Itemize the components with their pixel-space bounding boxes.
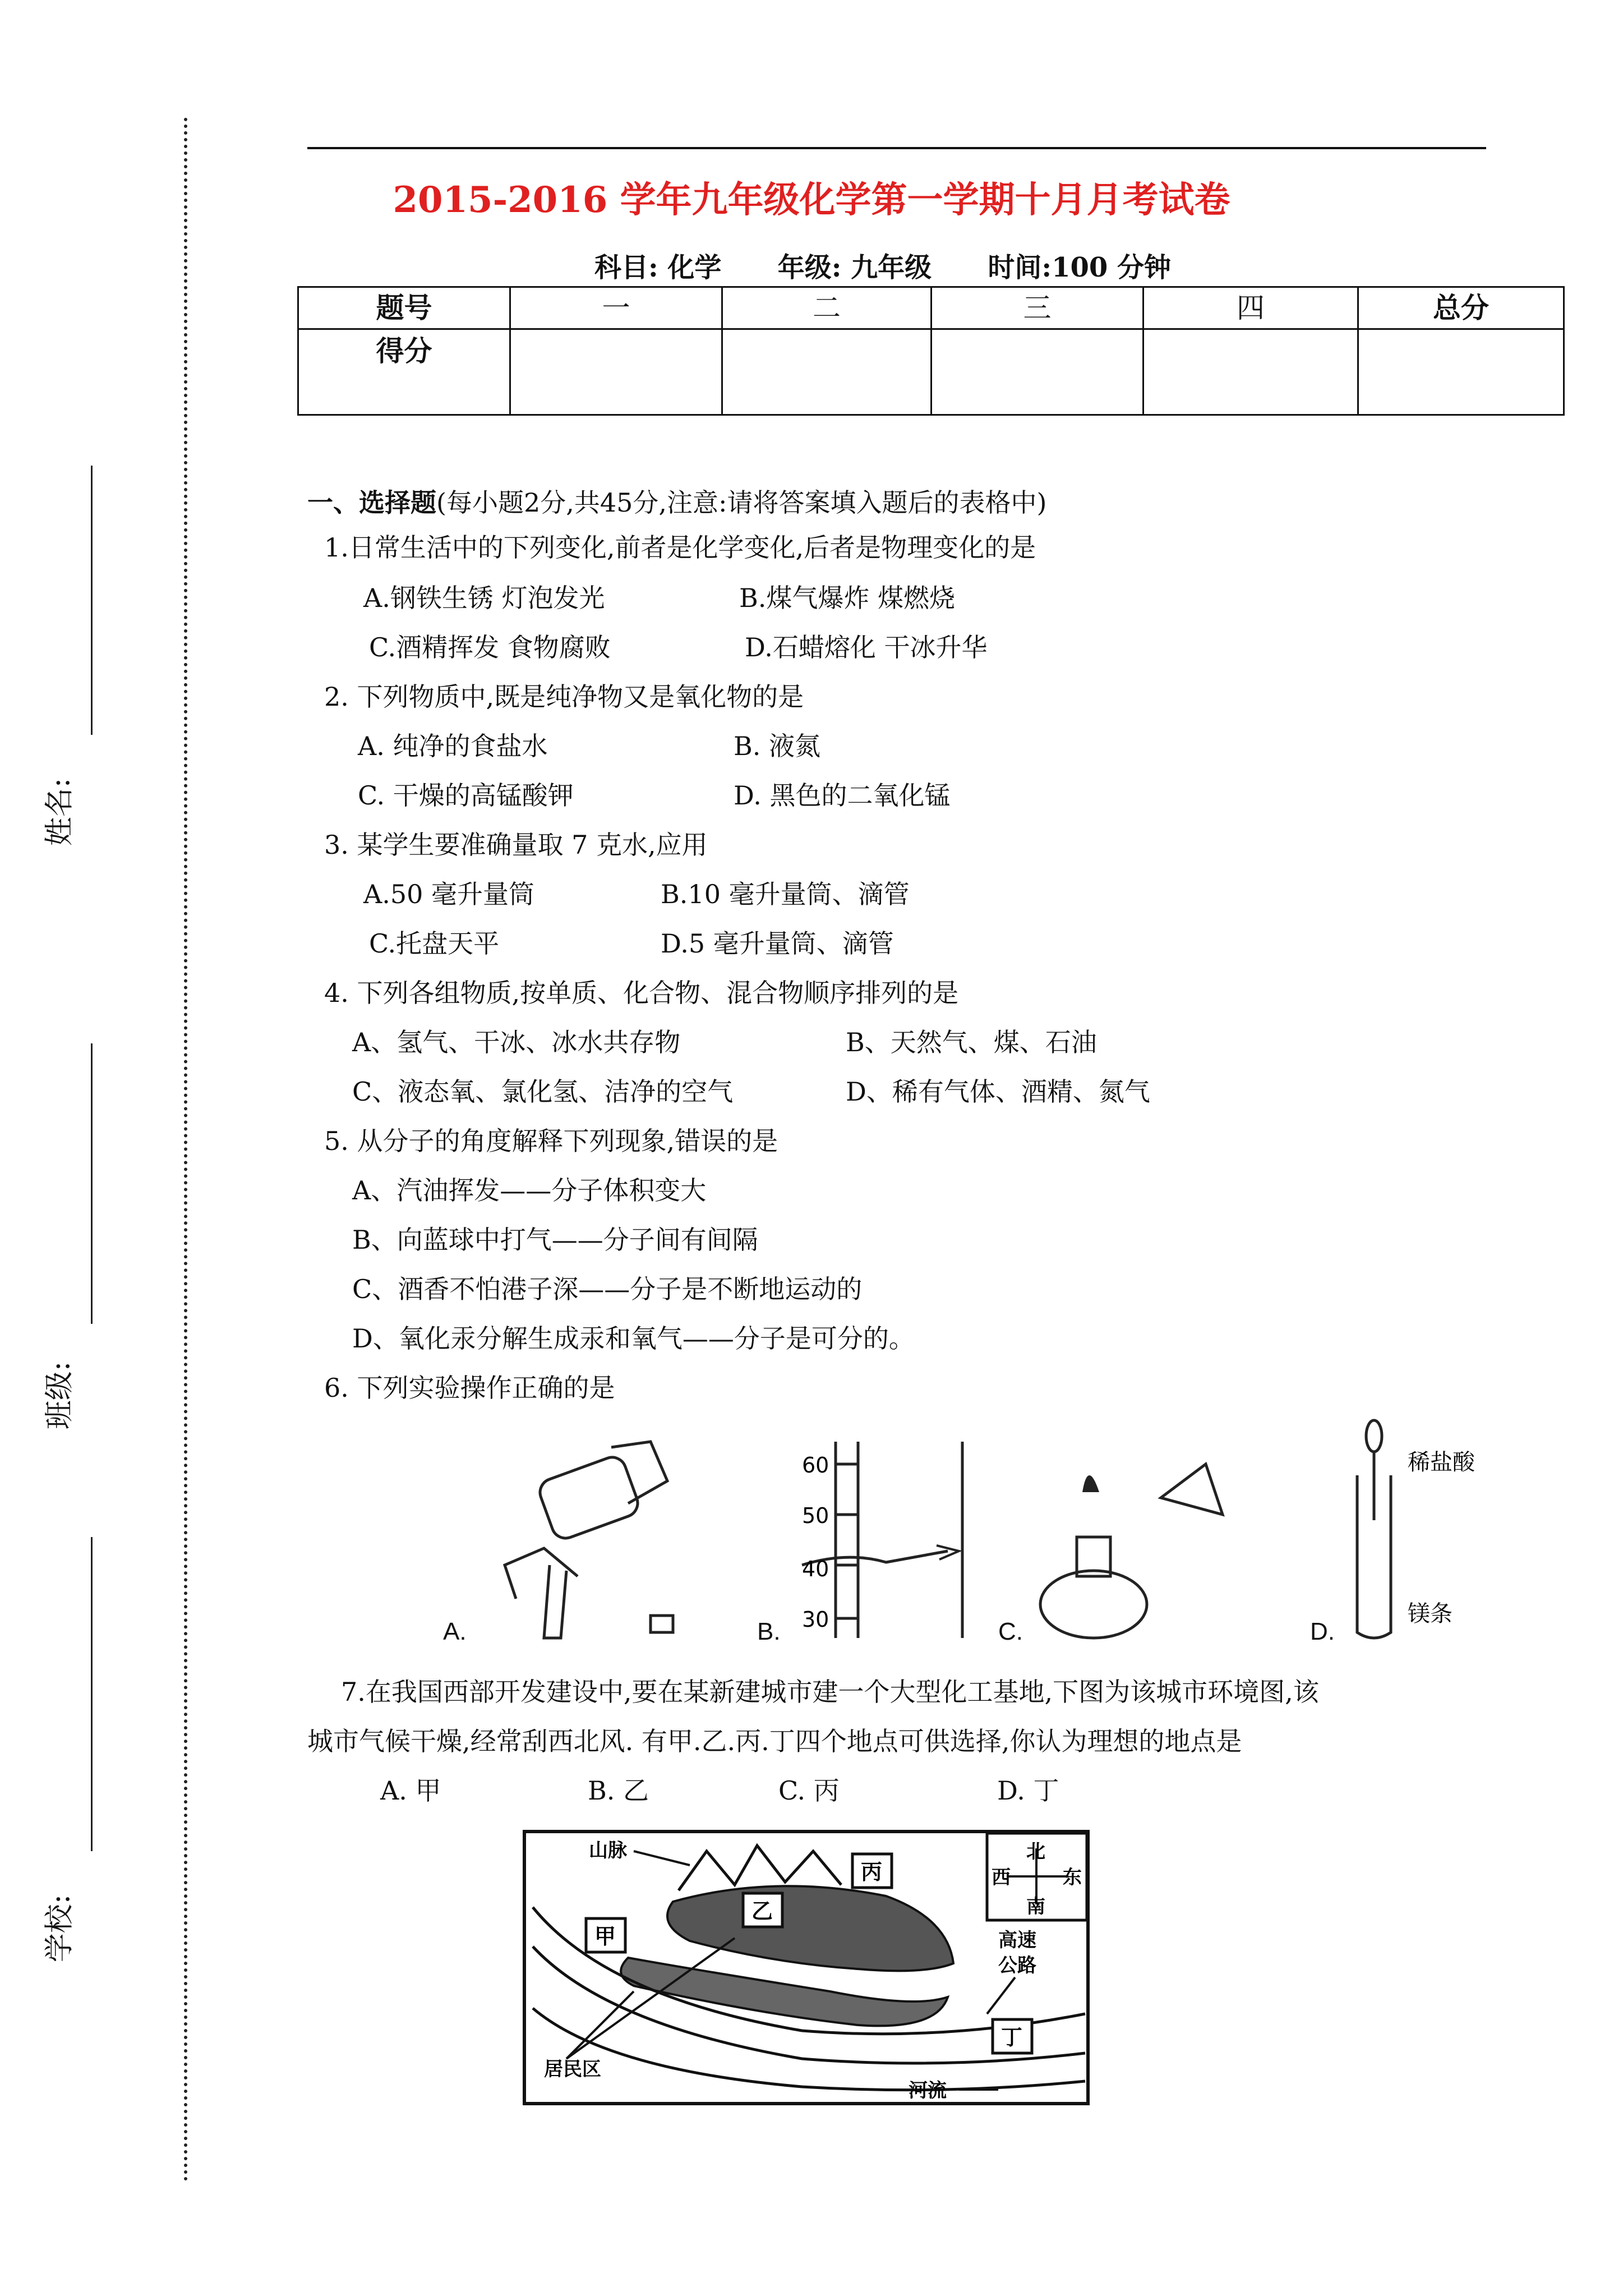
question-5: 5. 从分子的角度解释下列现象,错误的是 [324,1126,778,1156]
city-environment-map [522,1829,1094,2109]
q2-option-a: A. 纯净的食盐水 [358,731,548,761]
name-label: 姓名: [43,777,77,846]
score-header-cell: 题号 [298,287,510,329]
svg-text:丁: 丁 [1001,2025,1023,2050]
q5-option-d: D、氧化汞分解生成汞和氧气——分子是可分的。 [352,1323,915,1354]
exam-meta: 科目: 化学 年级: 九年级 时间:100 分钟 [594,252,1172,283]
question-4: 4. 下列各组物质,按单质、化合物、混合物顺序排列的是 [324,978,959,1008]
header-rule [307,147,1486,149]
fig6-label-d: D. [1310,1618,1335,1645]
label-magnesium: 镁条 [1408,1601,1453,1627]
q3-option-d: D.5 毫升量筒、滴管 [661,928,894,959]
cylinder-tick-30: 30 [802,1607,829,1632]
question-6: 6. 下列实验操作正确的是 [324,1373,615,1403]
fig6-label-a: A. [443,1618,467,1645]
score-row-label: 得分 [298,329,510,415]
figure-a-pouring [482,1436,695,1644]
section-heading [307,482,1046,519]
score-header-cell: 三 [932,287,1144,329]
q1-option-c: C.酒精挥发 食物腐败 [369,632,611,662]
label-dilute-hcl: 稀盐酸 [1408,1450,1475,1475]
compass [987,1833,1087,1920]
name-underline [91,466,93,735]
label-river: 河流 [909,2079,947,2102]
cylinder-tick-50: 50 [802,1503,829,1528]
label-residential: 居民区 [544,2058,601,2081]
hill-area [667,1886,953,1971]
q3-option-c: C.托盘天平 [369,928,500,959]
q2-option-c: C. 干燥的高锰酸钾 [358,780,574,811]
q4-option-b: B、天然气、煤、石油 [846,1027,1097,1057]
figure-c-alcohol-lamp [1032,1453,1234,1644]
q1-option-a: A.钢铁生锈 灯泡发光 [363,583,605,613]
section-note: (每小题2分,共45分,注意:请将答案填入题后的表格中) [436,487,1047,518]
q3-option-a: A.50 毫升量筒 [363,879,534,909]
page-title: 2015-2016 学年九年级化学第一学期十月月考试卷 [393,179,1230,221]
q1-option-b: B.煤气爆炸 煤燃烧 [739,583,956,613]
location-ding [993,2019,1032,2053]
compass-south: 南 [1026,1895,1045,1918]
score-table [297,286,1565,416]
q2-option-b: B. 液氮 [734,731,821,761]
q4-option-c: C、液态氧、氯化氢、洁净的空气 [352,1076,734,1107]
figure-b-cylinder [796,1436,976,1644]
score-header-cell: 一 [510,287,722,329]
mountains [679,1846,841,1890]
location-jia [586,1918,625,1952]
class-underline [91,1043,93,1324]
figure-d-dropper [1346,1414,1492,1649]
question-7-line2: 城市气候干燥,经常刮西北风. 有甲.乙.丙.丁四个地点可供选择,你认为理想的地点是 [307,1726,1242,1756]
q4-option-d: D、稀有气体、酒精、氮气 [846,1076,1150,1107]
svg-text:乙: 乙 [751,1899,773,1924]
compass-west: 西 [992,1866,1011,1889]
score-cell[interactable] [722,329,932,415]
class-label: 班级: [43,1361,77,1430]
score-table-score-row [298,329,1564,415]
score-cell[interactable] [1358,329,1564,415]
q5-option-b: B、向蓝球中打气——分子间有间隔 [352,1225,758,1255]
label-highway-2: 公路 [998,1954,1036,1977]
section-title: 一、选择题 [307,487,436,518]
svg-text:甲: 甲 [594,1924,616,1949]
q4-option-a: A、氢气、干冰、冰水共存物 [352,1027,681,1057]
compass-east: 东 [1063,1866,1082,1889]
score-cell[interactable] [510,329,722,415]
q7-option-a: A. 甲 [380,1775,441,1806]
location-yi [743,1893,782,1927]
score-table-header-row [298,287,1564,329]
fig6-label-b: B. [757,1618,781,1645]
compass-north: 北 [1026,1841,1045,1863]
q7-option-d: D. 丁 [997,1775,1059,1806]
question-3: 3. 某学生要准确量取 7 克水,应用 [324,830,708,860]
score-cell[interactable] [932,329,1144,415]
question-7-line1: 7.在我国西部开发建设中,要在某新建城市建一个大型化工基地,下图为该城市环境图,该 [341,1677,1319,1707]
q5-option-a: A、汽油挥发——分子体积变大 [352,1175,707,1205]
q1-option-d: D.石蜡熔化 干冰升华 [745,632,988,662]
question-1: 1.日常生活中的下列变化,前者是化学变化,后者是物理变化的是 [324,532,1036,563]
school-label: 学校: [43,1894,77,1963]
score-header-cell: 四 [1144,287,1358,329]
score-header-cell: 总分 [1358,287,1564,329]
cylinder-tick-60: 60 [802,1453,829,1478]
q2-option-d: D. 黑色的二氧化锰 [734,780,951,811]
svg-text:丙: 丙 [861,1860,883,1884]
q3-option-b: B.10 毫升量筒、滴管 [661,879,910,909]
label-mountain: 山脉 [589,1839,627,1862]
cylinder-tick-40: 40 [802,1557,829,1581]
binding-dotted-line [184,118,187,2182]
school-underline [91,1537,93,1851]
question-2: 2. 下列物质中,既是纯净物又是氧化物的是 [324,682,804,712]
q7-option-c: C. 丙 [778,1775,840,1806]
q7-option-b: B. 乙 [588,1775,649,1806]
score-cell[interactable] [1144,329,1358,415]
label-highway-1: 高速 [998,1929,1036,1952]
location-bing [852,1854,892,1888]
q5-option-c: C、酒香不怕港子深——分子是不断地运动的 [352,1274,863,1304]
score-header-cell: 二 [722,287,932,329]
fig6-label-c: C. [998,1618,1023,1645]
